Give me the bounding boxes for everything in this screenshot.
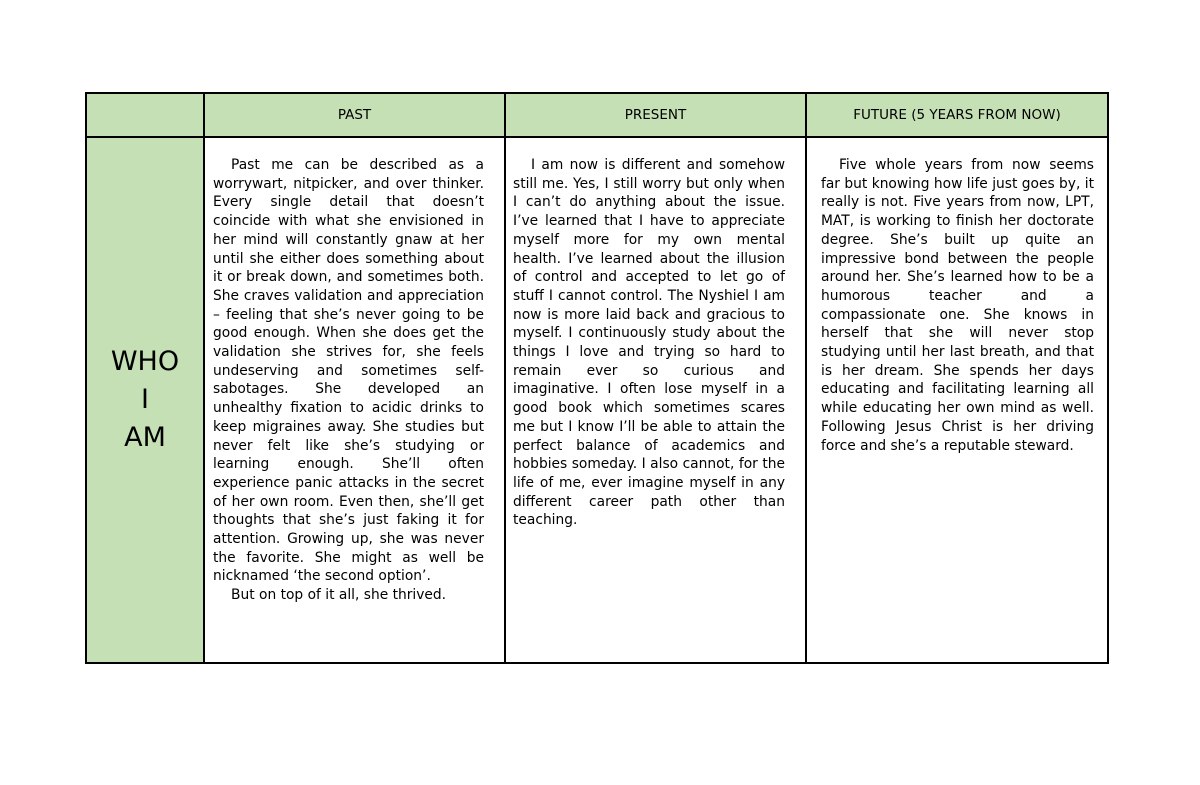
past-paragraph: But on top of it all, she thrived. — [231, 587, 447, 604]
header-future: FUTURE (5 YEARS FROM NOW) — [806, 93, 1108, 137]
who-i-am-row — [86, 137, 1108, 663]
row-label-line: I — [141, 384, 149, 415]
future-paragraph: Five whole years from now seems far but knowing how life just goes by, it really is not. Five years from now, LPT, MAT, is working to finish her doctorate degree. She’s built up quite an impressive bond between the people around her. She’s learned how to be a humorous teacher and a compassionate one. She knows in herself that she will never stop studying until her last breath, and that is her dream. She spends her days educating and facilitating learning all while educating her own mind as well. Following Jesus Christ is her driving force and she’s a reputable steward. — [821, 157, 1094, 454]
header-past: PAST — [204, 93, 505, 137]
past-paragraph: Past me can be described as a worrywart, nitpicker, and over thinker. Every single detail that doesn’t coincide with what she envisioned in her mind will constantly gnaw at her until she either does something about it or break down, and sometimes both. She craves validation and appreciation – feeling that she’s never going to be good enough. When she does get the validation she strives for, she feels undeserving and sometimes self-sabotages. She developed an unhealthy fixation to acidic drinks to keep migraines away. She studies but never felt like she’s studying or learning enough. She’ll often experience panic attacks in the secret of her own room. Even then, she’ll get thoughts that she’s just faking it for attention. Growing up, she was never the favorite. She might as well be nicknamed ‘the second option’. — [213, 157, 484, 585]
row-label-cell — [86, 137, 204, 663]
row-label — [87, 343, 203, 457]
row-label-line: WHO — [110, 346, 180, 377]
future-cell — [806, 137, 1108, 663]
reflection-table — [85, 92, 1109, 664]
past-cell — [204, 137, 505, 663]
header-corner-cell — [86, 93, 204, 137]
row-label-line: AM — [124, 422, 166, 453]
header-row — [86, 93, 1108, 137]
present-paragraph: I am now is different and somehow still me. Yes, I still worry but only when I can’t do anything about the issue. I’ve learned that I have to appreciate myself more for my own mental health. I’ve learned about the illusion of control and accepted to let go of stuff I cannot control. The Nyshiel I am now is more laid back and gracious to myself. I continuously study about the things I love and trying so hard to remain ever so curious and imaginative. I often lose myself in a good book which sometimes scares me but I know I’ll be able to attain the perfect balance of academics and hobbies someday. I also cannot, for the life of me, ever imagine myself in any different career path other than teaching. — [513, 157, 785, 529]
header-present: PRESENT — [505, 93, 806, 137]
present-cell — [505, 137, 806, 663]
